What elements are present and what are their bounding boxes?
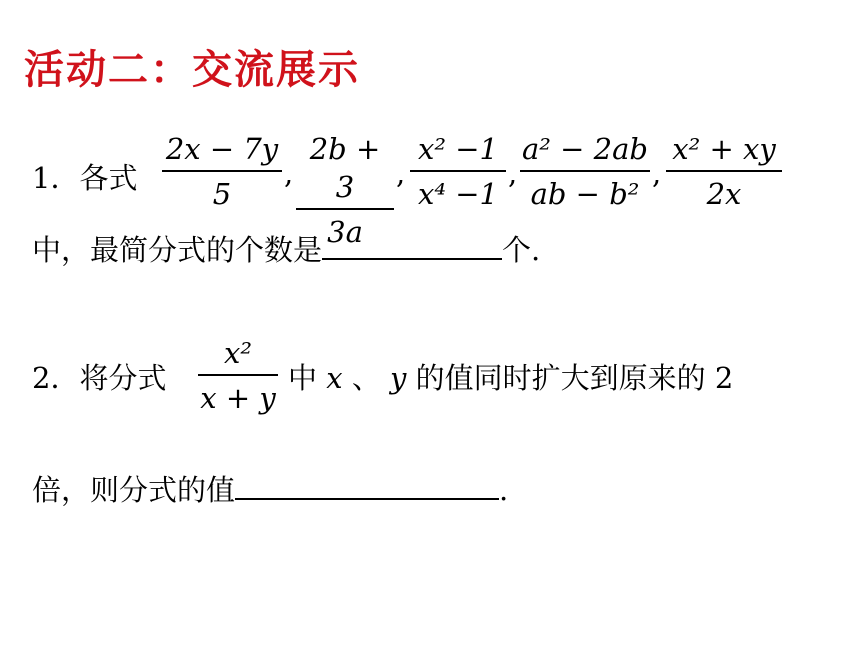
activity-title: 活动二：交流展示 — [24, 47, 360, 93]
q1-fraction-5-numerator: x² + xy — [672, 132, 776, 166]
separator-comma: , — [396, 156, 406, 190]
q1-lead: 1．各式 — [32, 161, 138, 195]
enumeration-comma: 、 — [351, 361, 381, 395]
q2-mid-text: 中 — [288, 361, 318, 395]
q2-line2-text: 倍，则分式的值 — [32, 473, 236, 507]
q2-fraction — [198, 334, 278, 417]
variable-x: x — [326, 361, 343, 395]
fraction-bar — [296, 208, 394, 210]
q1-fraction-5 — [666, 130, 782, 213]
q1-fraction-4-numerator: a² − 2ab — [522, 132, 648, 166]
q1-fraction-1-numerator: 2x − 7y — [165, 132, 279, 166]
q1-fraction-4-denominator: ab − b² — [530, 177, 640, 211]
variable-y: y — [390, 361, 407, 395]
separator-comma: , — [652, 156, 662, 190]
q2-fraction-denominator: x + y — [200, 381, 276, 415]
q2-rest — [288, 356, 733, 397]
separator-comma: , — [508, 156, 518, 190]
separator-comma: , — [284, 156, 294, 190]
q1-fraction-2-denominator: 3a — [327, 215, 363, 249]
fraction-bar — [666, 170, 782, 172]
q1-line2-end: 个. — [502, 233, 541, 267]
fraction-bar — [198, 374, 278, 376]
q1-fraction-2-numerator: 2b + 3 — [309, 132, 381, 204]
fraction-bar — [162, 170, 282, 172]
q2-rest-text: 的值同时扩大到原来的 2 — [415, 361, 734, 395]
q1-fraction-3-denominator: x⁴ −1 — [418, 177, 498, 211]
q1-fraction-1 — [162, 130, 282, 213]
q1-line2-text: 中，最简分式的个数是 — [32, 233, 323, 267]
q2-lead: 2．将分式 — [32, 361, 167, 395]
q1-fraction-3-numerator: x² −1 — [418, 132, 498, 166]
q1-fraction-1-denominator: 5 — [212, 177, 232, 211]
fraction-bar — [520, 170, 650, 172]
q1-fraction-5-denominator: 2x — [706, 177, 742, 211]
q1-line2 — [32, 228, 540, 269]
q1-fraction-3 — [410, 130, 506, 213]
fraction-bar — [410, 170, 506, 172]
answer-blank-2[interactable] — [235, 476, 499, 500]
answer-blank-1[interactable] — [322, 236, 502, 260]
q2-fraction-numerator: x² — [224, 336, 252, 370]
q1-fraction-4 — [520, 130, 650, 213]
q2-line2-end: . — [499, 473, 509, 507]
q2-line2 — [32, 468, 508, 509]
